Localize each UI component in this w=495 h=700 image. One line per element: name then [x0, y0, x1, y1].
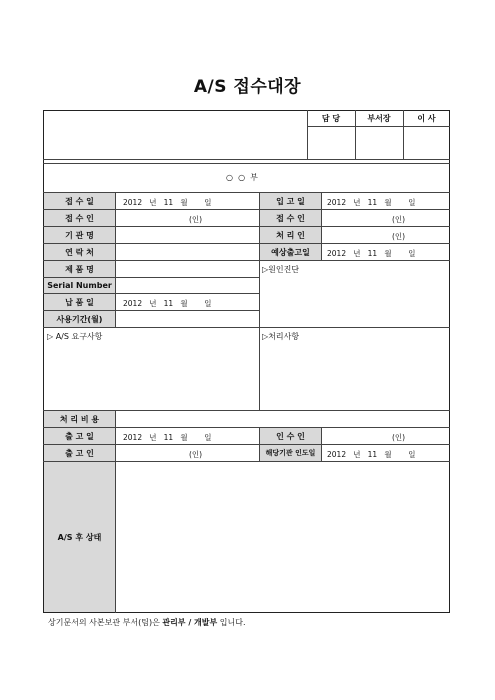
received-date-label: 접 수 일 — [44, 193, 115, 209]
warehouse-in-date-value[interactable]: 2012 년 11 월 일 — [327, 198, 416, 207]
receiver2-label: 접 수 인 — [260, 210, 321, 226]
serial-number-label: Serial Number — [44, 278, 115, 293]
department-name: ○ ○ 부 — [226, 173, 258, 182]
after-status-label: A/S 후 상태 — [44, 462, 115, 612]
receiver2-seal[interactable]: (인) — [392, 215, 406, 224]
delivery-date-value[interactable]: 2012 년 11 월 일 — [123, 299, 212, 308]
approval-director-label: 이 사 — [417, 114, 436, 123]
release-date-label: 출 고 일 — [44, 428, 115, 444]
approval-staff-label: 담 당 — [321, 114, 341, 123]
processor-label: 처 리 인 — [260, 227, 321, 243]
product-name-label: 제 품 명 — [44, 261, 115, 277]
contact-label: 연 락 처 — [44, 244, 115, 260]
agency-delivery-date-label: 해당기관 인도일 — [260, 445, 321, 461]
release-date-value[interactable]: 2012 년 11 월 일 — [123, 433, 212, 442]
processor-seal[interactable]: (인) — [392, 232, 406, 241]
warehouse-in-date-label: 입 고 일 — [260, 193, 321, 209]
receiver-seal[interactable]: (인) — [189, 215, 203, 224]
footer-note — [48, 617, 246, 628]
releaser-seal[interactable]: (인) — [189, 450, 203, 459]
acquirer-label: 인 수 인 — [260, 428, 321, 444]
approval-manager-label: 부서장 — [367, 114, 391, 123]
acquirer-seal[interactable]: (인) — [392, 433, 406, 442]
receiver-label: 접 수 인 — [44, 210, 115, 226]
as-request-section[interactable]: ▷ A/S 요구사항 — [47, 332, 103, 341]
footer-prefix: 상기문서의 사본보관 부서(팀)은 — [48, 618, 163, 627]
processing-cost-label: 처 리 비 용 — [44, 411, 115, 427]
cause-diagnosis-section[interactable]: ▷원인진단 — [262, 265, 300, 274]
usage-period-label: 사용기간(월) — [44, 311, 115, 327]
delivery-date-label: 납 품 일 — [44, 294, 115, 310]
received-date-value[interactable]: 2012 년 11 월 일 — [123, 198, 212, 207]
expected-release-date-label: 예상출고일 — [260, 244, 321, 260]
page-title: A/S 접수대장 — [193, 77, 302, 97]
footer-suffix: 입니다. — [217, 618, 246, 627]
expected-release-date-value[interactable]: 2012 년 11 월 일 — [327, 249, 416, 258]
footer-departments: 관리부 / 개발부 — [162, 618, 218, 627]
processing-notes-section[interactable]: ▷처리사항 — [262, 332, 300, 341]
organization-label: 기 관 명 — [44, 227, 115, 243]
agency-delivery-date-value[interactable]: 2012 년 11 월 일 — [327, 450, 416, 459]
releaser-label: 출 고 인 — [44, 445, 115, 461]
